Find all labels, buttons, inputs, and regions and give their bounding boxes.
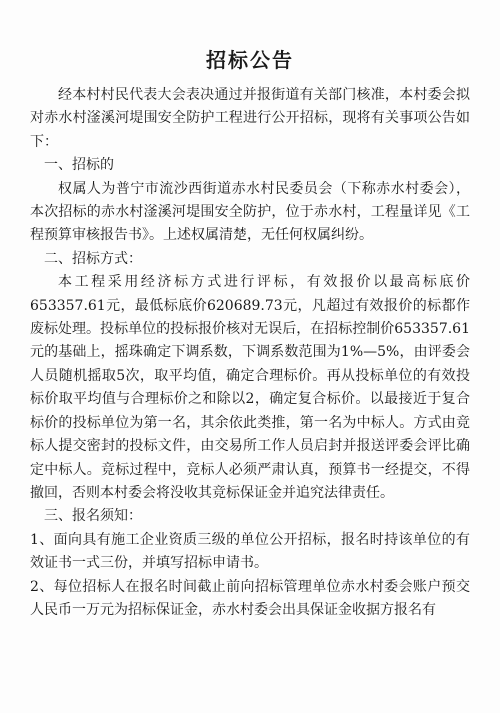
document-body	[30, 84, 470, 622]
section-3-item-1: 1、面向具有施工企业资质三级的单位公开招标，报名时持该单位的有效证书一式三份，并填写招标申请书。	[30, 531, 470, 572]
intro-paragraph: 经本村村民代表大会表决通过并报街道有关部门核准，本村委会拟对赤水村滏溪河堤围安全防护工程进行公开招标，现将有关事项公告如下：	[30, 87, 470, 150]
section-1-heading: 一、招标的	[44, 157, 114, 174]
section-3-item-2: 2、每位招标人在报名时间截止前向招标管理单位赤水村委会账户预交人民币一万元为招标保证金，赤水村委会出具保证金收据方报名有	[30, 578, 470, 618]
section-2-heading: 二、招标方式：	[44, 250, 142, 267]
section-2-body: 本工程采用经济标方式进行评标，有效报价以最高标底价653357.61元，最低标底价620689.73元，凡超过有效报价的标都作废标处理。投标单位的投标报价核对无误后，在招标控制价653357.61元的基础上，摇珠确定下调系数，下调系数范围为1%—5%，由评委会人员随机摇取5次，取平均值，确定合理标价。再从投标单位的有效投标价取平均值与合理标价之和除以2，确定复合标价。以最接近于复合标价的投标单位为第一名，其余依此类推，第一名为中标人。方式由竞标人提交密封的投标文件，由交易所工作人员启封并报送评委会评比确定中标人。竞标过程中，竞标人必须严肃认真，预算书一经提交，不得撤回，否则本村委会将没收其竞标保证金并追究法律责任。	[30, 274, 470, 501]
section-3-heading: 三、报名须知：	[44, 508, 142, 525]
document-title: 招标公告	[206, 48, 294, 72]
section-1-body: 权属人为普宁市流沙西街道赤水村民委员会（下称赤水村委会），本次招标的赤水村滏溪河堤围安全防护，位于赤水村，工程量详见《工程预算审核报告书》。上述权属清楚，无任何权属纠纷。	[30, 180, 470, 244]
